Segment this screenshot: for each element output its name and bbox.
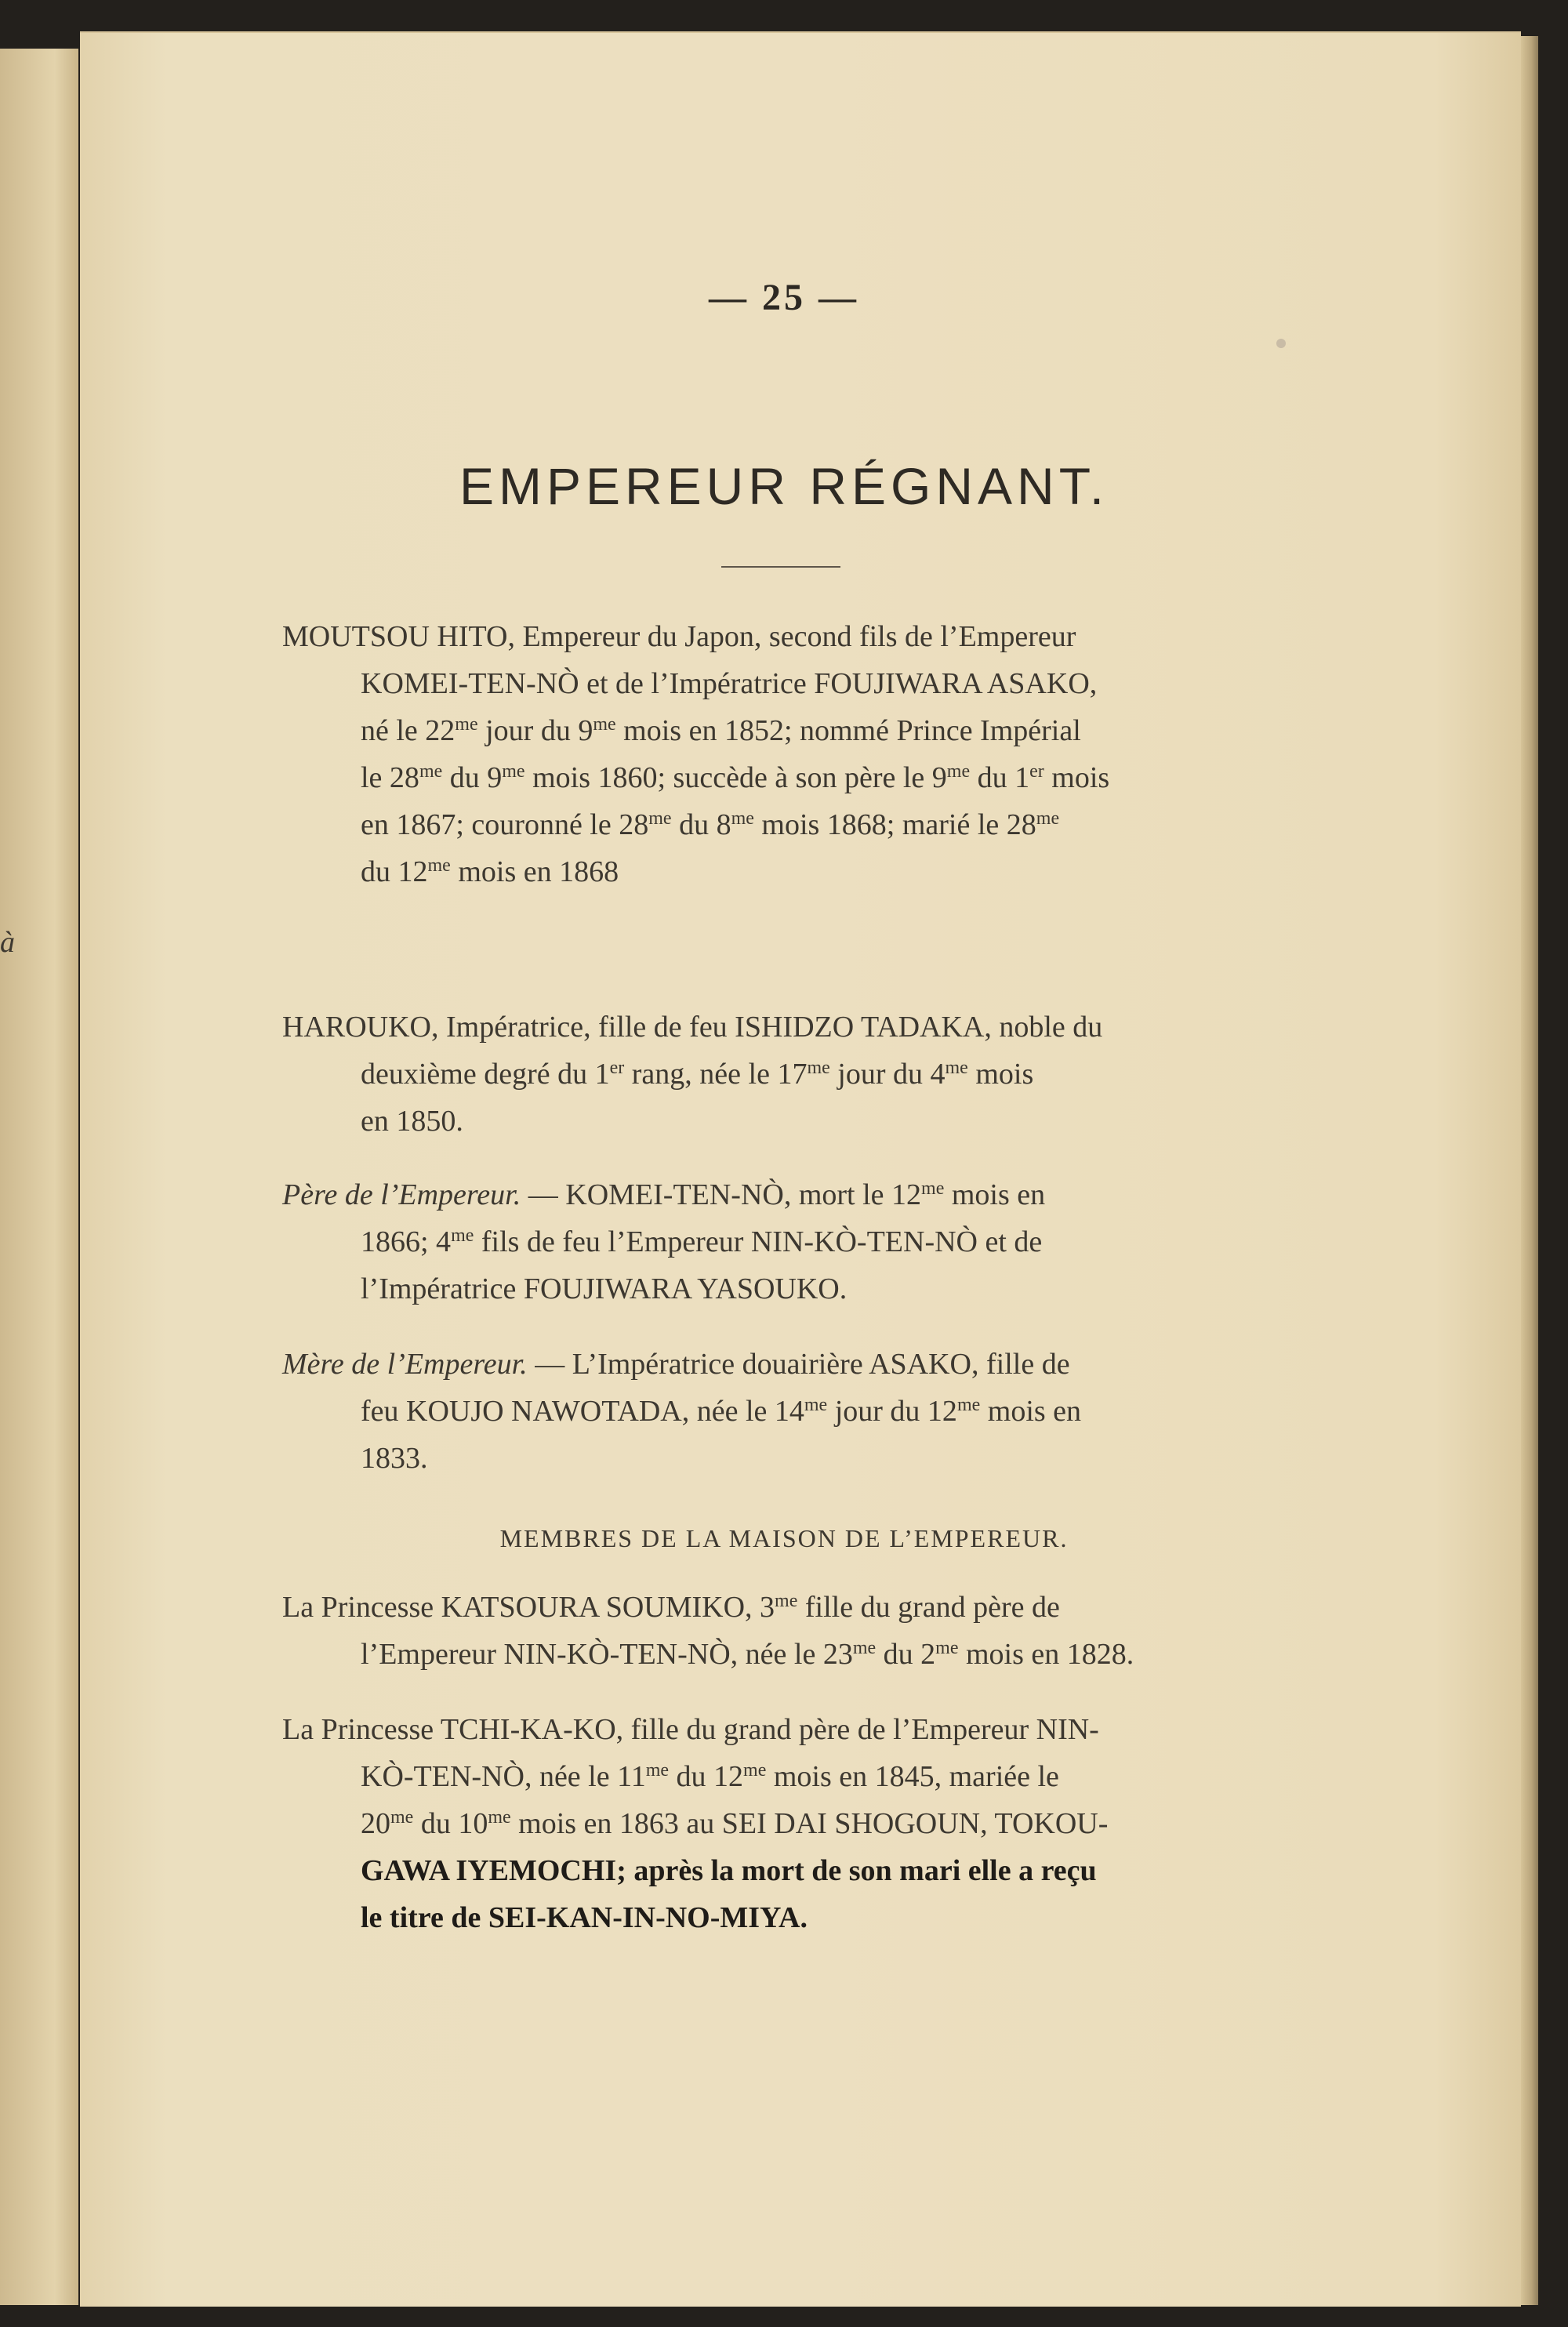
page-number: — 25 — (709, 277, 859, 318)
member1-line-1: La Princesse KATSOURA SOUMIKO, $3^{me}$ fille du grand père de (282, 1591, 1060, 1624)
paper-stain (1276, 339, 1286, 348)
member2-line-2: KÒ-TEN-NÒ, née le $11^{me}$ du $12^{me}$ mois en 1845, mariée le (361, 1760, 1059, 1793)
emperor-line-4: le $28^{me}$ du $9^{me}$ mois 1860; succède à son père le $9^{me}$ du 1er mois (361, 761, 1110, 794)
emperor-line-3: né le $22^{me}$ jour du $9^{me}$ mois en 1852; nommé Prince Impérial (361, 714, 1081, 747)
book-page (80, 31, 1521, 2307)
emperor-name: MOUTSOU HITO, (282, 620, 515, 653)
father-line-2: 1866; $4^{me}$ fils de feu l’Empereur NIN-KÒ-TEN-NÒ et de (361, 1225, 1043, 1258)
father-label: Père de l’Empereur. (282, 1178, 521, 1211)
mother-line-1: Mère de l’Empereur. — L’Impératrice douairière ASAKO, fille de (282, 1348, 1070, 1381)
emperor-line-6: du $12^{me}$ mois en 1868 (361, 855, 619, 888)
emperor-line-1: MOUTSOU HITO, Empereur du Japon, second fils de l’Empereur (282, 620, 1076, 653)
empress-line-3: en 1850. (361, 1105, 463, 1138)
connector-word: à (0, 926, 15, 959)
emperor-line-2: KOMEI-TEN-NÒ et de l’Impératrice FOUJIWARA ASAKO, (361, 667, 1098, 700)
member-entry-1 (282, 1584, 1284, 1678)
member1-line-2: l’Empereur NIN-KÒ-TEN-NÒ, née le $23^{me}$ du $2^{me}$ mois en 1828. (361, 1638, 1134, 1671)
member-entry-2 (282, 1706, 1284, 1941)
mother-line-3: 1833. (361, 1442, 428, 1475)
title-divider (721, 566, 840, 568)
father-entry (282, 1171, 1284, 1312)
member2-line-3: $20^{me}$ du $10^{me}$ mois en 1863 au SEI DAI SHOGOUN, TOKOU- (361, 1807, 1109, 1840)
empress-line-1: HAROUKO, Impératrice, fille de feu ISHIDZO TADAKA, noble du (282, 1011, 1103, 1044)
empress-entry (282, 1004, 1284, 1145)
father-line-3: l’Impératrice FOUJIWARA YASOUKO. (361, 1272, 848, 1305)
father-line-1: Père de l’Empereur. — KOMEI-TEN-NÒ, mort le $12^{me}$ mois en (282, 1178, 1046, 1211)
empress-name: HAROUKO, (282, 1011, 439, 1044)
empress-line-2: deuxième degré du 1er rang, née le $17^{me}$ jour du $4^{me}$ mois (361, 1058, 1034, 1091)
page-title: EMPEREUR RÉGNANT. (459, 457, 1109, 515)
member2-line-5: le titre de SEI-KAN-IN-NO-MIYA. (361, 1901, 808, 1934)
mother-label: Mère de l’Empereur. (282, 1348, 528, 1381)
member2-line-4: GAWA IYEMOCHI; après la mort de son mari elle a reçu (361, 1854, 1097, 1887)
previous-page-edge (0, 49, 78, 2305)
section-title: MEMBRES DE LA MAISON DE L’EMPEREUR. (499, 1524, 1069, 1552)
page-stack-edge (1521, 36, 1538, 2305)
emperor-entry (282, 613, 1284, 895)
member2-line-1: La Princesse TCHI-KA-KO, fille du grand père de l’Empereur NIN- (282, 1713, 1099, 1746)
mother-line-2: feu KOUJO NAWOTADA, née le $14^{me}$ jour du $12^{me}$ mois en (361, 1395, 1082, 1428)
emperor-line-5: en 1867; couronné le $28^{me}$ du $8^{me}$ mois 1868; marié le $28^{me}$ (361, 808, 1060, 841)
mother-entry (282, 1341, 1284, 1482)
